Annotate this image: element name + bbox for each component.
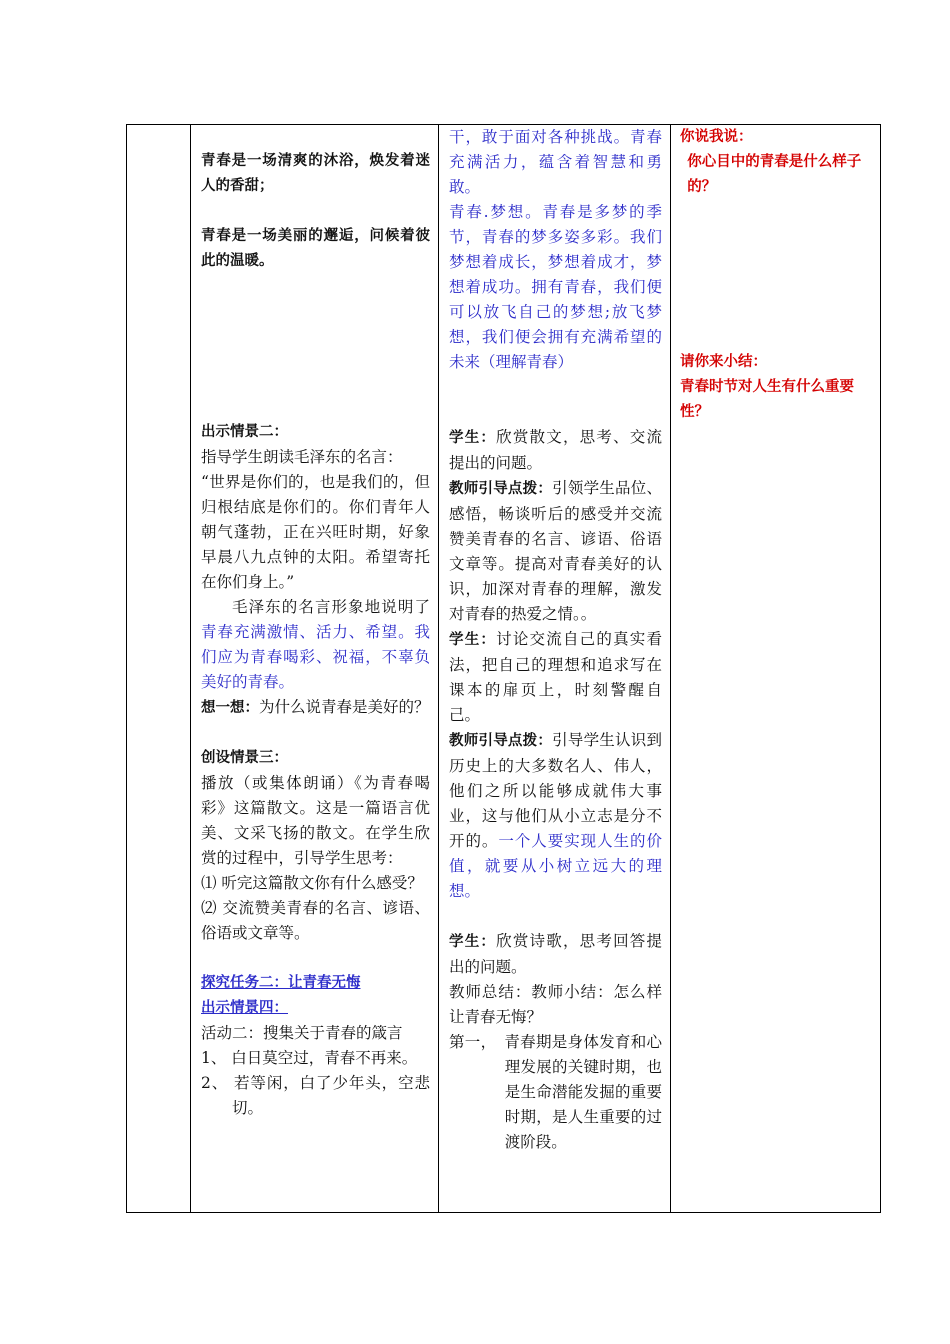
summary-point-1: 第一， 青春期是身体发育和心理发展的关键时期，也是生命潜能发掘的重要时期，是人生重要的过渡阶段。 [449,1033,662,1151]
student-text-2: 讨论交流自己的真实看法，把自己的理想和追求写在课本的扉页上，时刻警醒自己。 [449,630,662,724]
scene-3-text: 播放（或集体朗诵）《为青春喝彩》这篇散文。这是一篇语言优美、文采飞扬的散文。在学生欣赏的过程中，引导学生思考： [201,774,430,867]
youth-metaphor-1: 青春是一场清爽的沐浴，焕发着迷人的香甜； [201,153,430,194]
mao-quote: “世界是你们的，也是我们的，但归根结底是你们的。你们青年人朝气蓬勃，正在兴旺时期，好象早晨八九点钟的太阳。希望寄托在你们身上。” [201,473,430,591]
teacher-guide-text-2: 引导学生认识到历史上的大多数名人、伟人，他们之所以能够成就伟大事业，这与他们从小立志是分不开的。 [449,731,662,850]
scene-2-title: 出示情景二： [201,424,288,440]
design-intent-cell [671,125,881,1213]
quote-explanation-highlight: 青春充满激情、活力、希望。我们应为青春喝彩、祝福，不辜负美好的青春。 [201,623,430,691]
question-1: ⑴ 听完这篇散文你有什么感受？ [201,874,423,892]
lesson-plan-table [126,124,881,1213]
teacher-guide-text-1: 引领学生品位、感悟，畅谈听后的感受并交流赞美青春的名言、谚语、俗语文章等。提高对青春美好的认识，加深对青春的理解，激发对青春的热爱之情。。 [449,479,662,623]
youth-dream-text: 青春.梦想。青春是多梦的季节，青春的梦多姿多彩。我们梦想着成长，梦想着成才，梦想着成功。拥有青春，我们便可以放飞自己的梦想;放飞梦想，我们便会拥有充满希望的未来（理解青春） [449,203,662,371]
teacher-student-cell [439,125,671,1213]
youth-metaphor-2: 青春是一场美丽的邂逅，问候着彼此的温暖。 [201,228,430,269]
think-label: 想一想： [201,700,259,716]
empty-column-cell [127,125,191,1213]
task-2-title: 探究任务二：让青春无悔 [201,975,361,991]
teacher-guide-label-2: 教师引导点拨： [449,733,553,749]
student-label-2: 学生： [449,632,497,648]
youth-vitality-text: 干，敢于面对各种挑战。青春充满活力，蕴含着智慧和勇敢。 [449,128,662,196]
student-text-3: 欣赏诗歌，思考回答提出的问题。 [449,932,662,976]
you-say-i-say-question: 你心目中的青春是什么样子的？ [687,154,862,195]
summary-prompt-question: 青春时节对人生有什么重要性？ [680,379,854,420]
scene-3-title: 创设情景三： [201,750,288,766]
student-text-1: 欣赏散文，思考、交流提出的问题。 [449,428,662,472]
think-question: 为什么说青春是美好的？ [259,698,430,716]
summary-prompt-title: 请你来小结： [680,354,767,370]
motto-2: 2、 若等闲，白了少年头，空悲切。 [201,1074,430,1117]
student-label-3: 学生： [449,934,497,950]
activity-2: 活动二：搜集关于青春的箴言 [201,1024,403,1042]
teacher-summary: 教师总结：教师小结：怎么样让青春无悔？ [449,983,662,1026]
student-label-1: 学生： [449,430,497,446]
teacher-guide-highlight: 一个人要实现人生的价值，就要从小树立远大的理想。 [449,832,662,900]
teacher-guide-label-1: 教师引导点拨： [449,481,553,497]
quote-explanation: 毛泽东的名言形象地说明了 [232,598,430,616]
activity-content-cell [191,125,439,1213]
you-say-i-say-title: 你说我说： [680,129,753,145]
scene-2-intro: 指导学生朗读毛泽东的名言： [201,448,403,466]
question-2: ⑵ 交流赞美青春的名言、谚语、俗语或文章等。 [201,899,430,942]
motto-1: 1、 白日莫空过，青春不再来。 [201,1049,418,1067]
scene-4-title: 出示情景四： [201,1000,288,1016]
